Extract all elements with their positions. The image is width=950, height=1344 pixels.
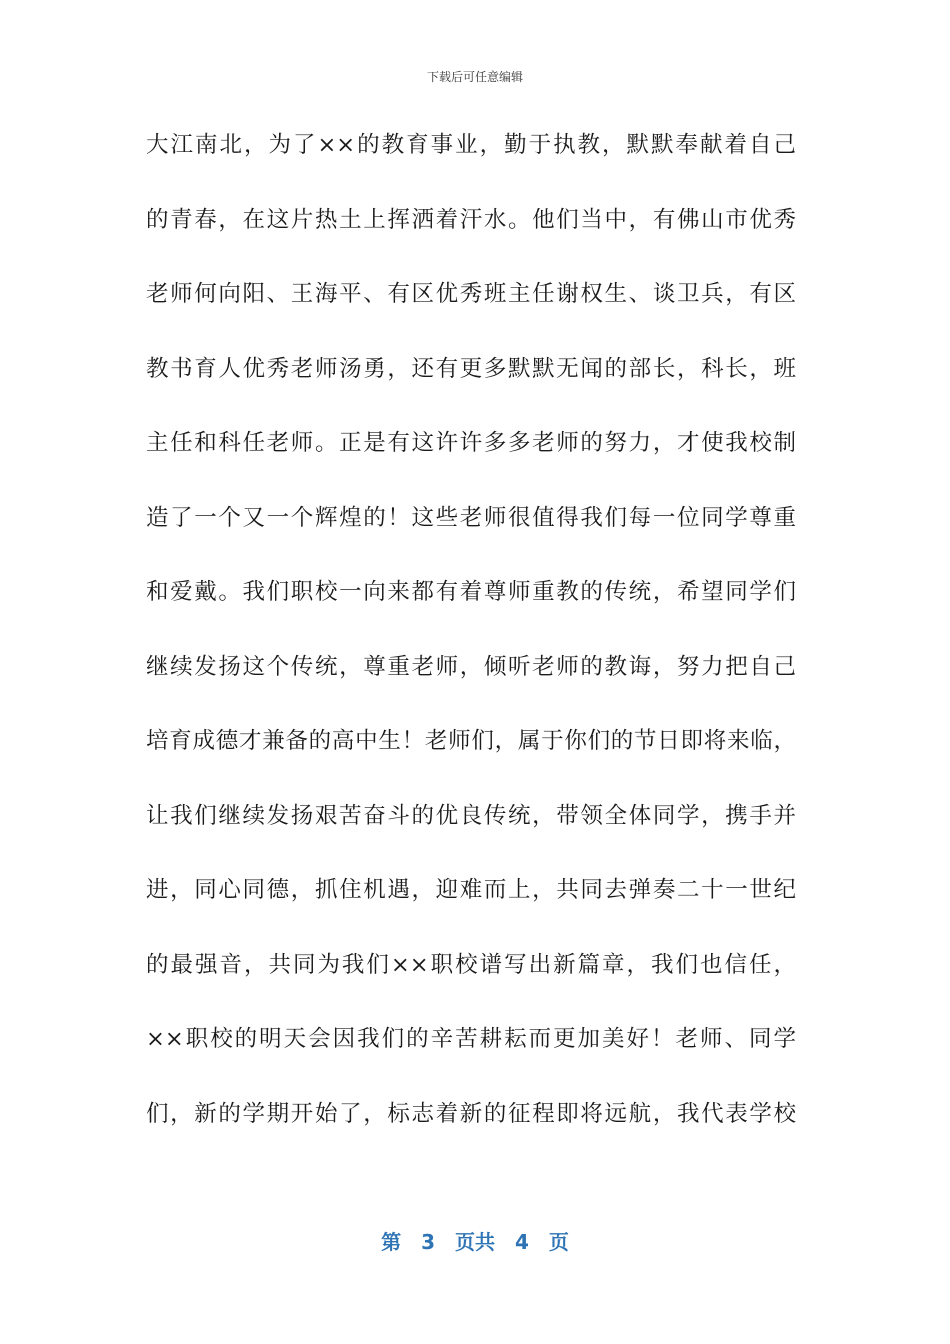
body-line: 让我们继续发扬艰苦奋斗的优良传统，带领全体同学，携手并 <box>146 802 796 829</box>
body-line: 的青春，在这片热土上挥洒着汗水。他们当中，有佛山市优秀 <box>146 206 796 233</box>
body-line: ××职校的明天会因我们的辛苦耕耘而更加美好！老师、同学 <box>146 1026 796 1052</box>
footer-middle: 页共 <box>455 1230 495 1254</box>
body-line: 培育成德才兼备的高中生！老师们，属于你们的节日即将来临， <box>146 728 796 754</box>
footer-total-pages: 4 <box>515 1230 529 1254</box>
body-line: 和爱戴。我们职校一向来都有着尊师重教的传统，希望同学们 <box>146 579 796 605</box>
body-line: 继续发扬这个传统，尊重老师，倾听老师的教诲，努力把自己 <box>146 653 796 680</box>
body-line: 进，同心同德，抓住机遇，迎难而上，共同去弹奏二十一世纪 <box>146 877 796 903</box>
body-line: 的最强音，共同为我们××职校谱写出新篇章，我们也信任， <box>146 951 796 978</box>
page-footer <box>0 1226 950 1255</box>
document-body <box>146 122 796 1165</box>
body-line: 主任和科任老师。正是有这许许多多老师的努力，才使我校制 <box>146 430 796 456</box>
footer-current-page: 3 <box>421 1230 435 1254</box>
body-line: 教书育人优秀老师汤勇，还有更多默默无闻的部长，科长，班 <box>146 355 796 382</box>
body-line: 大江南北，为了××的教育事业，勤于执教，默默奉献着自己 <box>146 132 796 158</box>
body-line: 老师何向阳、王海平、有区优秀班主任谢权生、谈卫兵，有区 <box>146 281 796 307</box>
body-line: 造了一个又一个辉煌的！这些老师很值得我们每一位同学尊重 <box>146 504 796 531</box>
page-header: 下载后可任意编辑 <box>426 70 523 84</box>
footer-prefix: 第 <box>381 1230 402 1254</box>
body-line: 们，新的学期开始了，标志着新的征程即将远航，我代表学校 <box>146 1100 796 1127</box>
footer-suffix: 页 <box>548 1230 569 1254</box>
